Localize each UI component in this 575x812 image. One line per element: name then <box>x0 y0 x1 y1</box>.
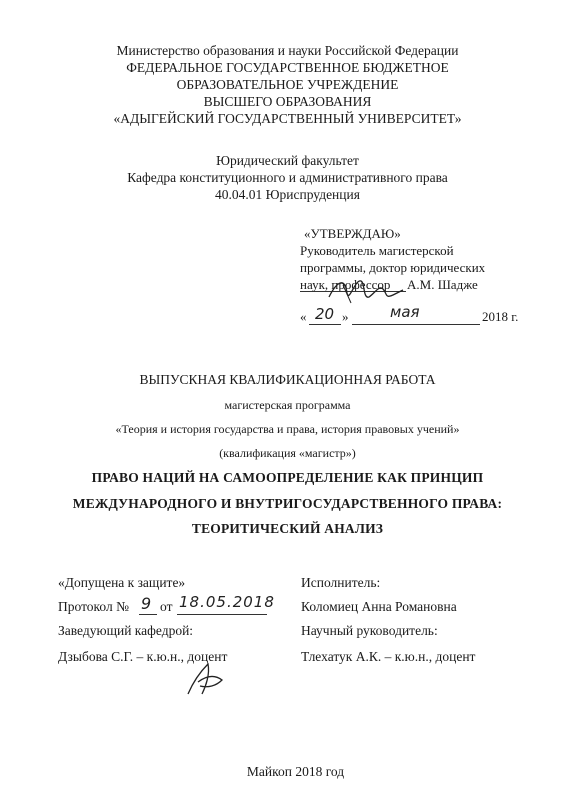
thesis-title-line-3: ТЕОРИТИЧЕСКИЙ АНАЛИЗ <box>191 521 384 536</box>
ministry-line: Министерство образования и науки Российской Федерации <box>116 43 459 58</box>
protocol-from-label: от <box>160 599 173 614</box>
date-month-line <box>352 324 480 325</box>
head-signature <box>180 660 230 700</box>
protocol-date-line <box>177 614 267 615</box>
head-of-department-name: Дзыбова С.Г. – к.ю.н., доцент <box>58 649 228 664</box>
department-name: Кафедра конституционного и административного права <box>127 170 448 185</box>
protocol-label: Протокол № <box>58 599 129 614</box>
institution-type-line: ФЕДЕРАЛЬНОЕ ГОСУДАРСТВЕННОЕ БЮДЖЕТНОЕ <box>126 60 449 75</box>
date-month-handwritten: мая <box>390 303 420 321</box>
date-year: 2018 г. <box>482 309 519 324</box>
thesis-title-line-2: МЕЖДУНАРОДНОГО И ВНУТРИГОСУДАРСТВЕННОГО ПРАВА: <box>72 496 503 511</box>
date-day-handwritten: 20 <box>315 305 335 323</box>
approval-title: «УТВЕРЖДАЮ» <box>304 226 401 241</box>
author-name: Коломиец Анна Романовна <box>301 599 457 614</box>
date-quote-open: « <box>300 309 307 324</box>
thesis-title-line-1: ПРАВО НАЦИЙ НА САМООПРЕДЕЛЕНИЕ КАК ПРИНЦИП <box>91 470 484 485</box>
work-type: ВЫПУСКНАЯ КВАЛИФИКАЦИОННАЯ РАБОТА <box>139 372 436 387</box>
protocol-date-handwritten: 18.05.2018 <box>179 593 275 611</box>
program-label: магистерская программа <box>224 398 351 412</box>
defense-admitted: «Допущена к защите» <box>58 575 186 590</box>
institution-type-line-2: ОБРАЗОВАТЕЛЬНОЕ УЧРЕЖДЕНИЕ <box>176 77 399 92</box>
city-year: Майкоп 2018 год <box>246 764 345 779</box>
head-of-department-label: Заведующий кафедрой: <box>58 623 194 638</box>
education-level-line: ВЫСШЕГО ОБРАЗОВАНИЯ <box>203 94 372 109</box>
approval-signature <box>325 273 405 307</box>
date-quote-close: » <box>342 309 349 324</box>
protocol-number-line <box>139 614 157 615</box>
program-name: «Теория и история государства и права, история правовых учений» <box>115 422 460 436</box>
advisor-name: Тлехатук А.К. – к.ю.н., доцент <box>301 649 476 664</box>
qualification: (квалификация «магистр») <box>219 446 356 460</box>
faculty-name: Юридический факультет <box>216 153 359 168</box>
approval-position-line-2: программы, доктор юридических <box>300 260 486 275</box>
approval-position-line-3: наук, профессор <box>300 277 391 292</box>
specialty-code: 40.04.01 Юриспруденция <box>215 187 360 202</box>
advisor-label: Научный руководитель: <box>301 623 438 638</box>
approver-name: А.М. Шадже <box>407 277 478 292</box>
author-label: Исполнитель: <box>301 575 381 590</box>
university-name: «АДЫГЕЙСКИЙ ГОСУДАРСТВЕННЫЙ УНИВЕРСИТЕТ» <box>113 111 462 126</box>
approval-position-line-1: Руководитель магистерской <box>300 243 454 258</box>
date-day-line <box>309 324 341 325</box>
protocol-number-handwritten: 9 <box>141 594 152 613</box>
